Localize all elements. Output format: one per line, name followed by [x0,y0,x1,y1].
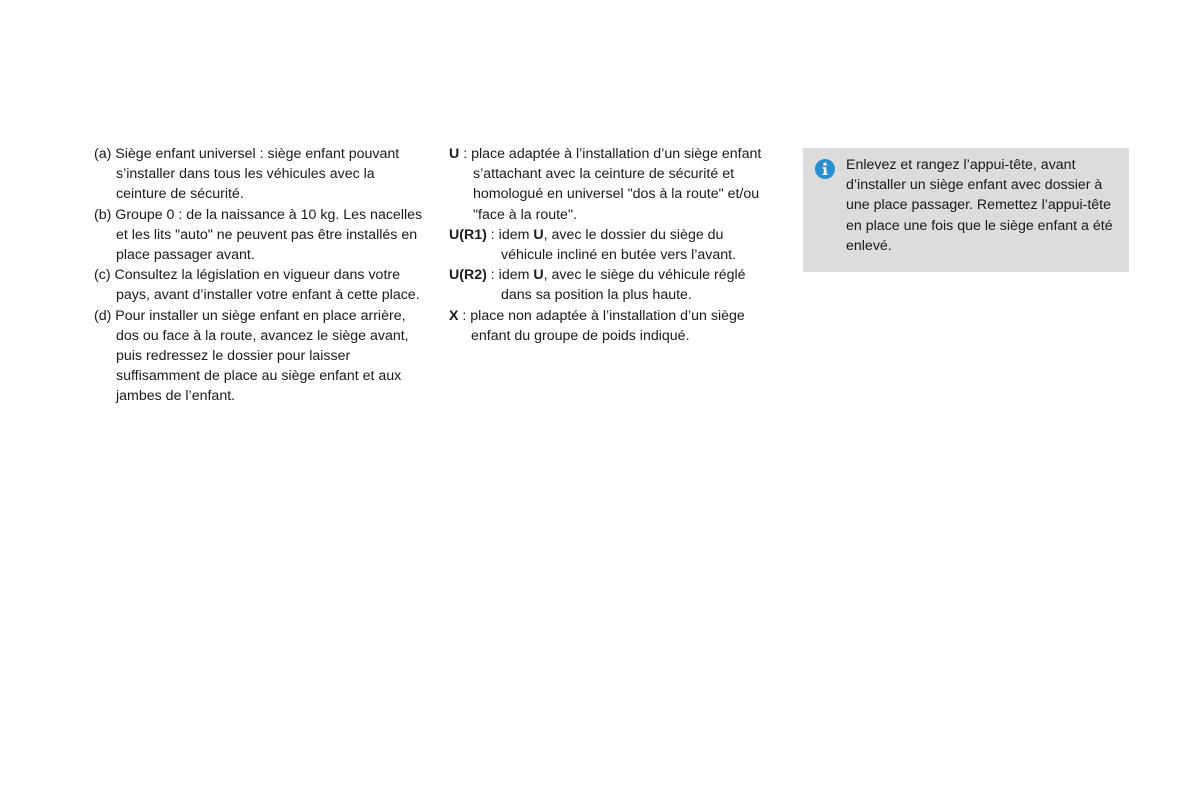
legend-text-after: , avec le siège du véhicule réglé dans sa position la plus haute. [501,267,746,304]
legend-separator: : [459,146,472,162]
info-box [803,148,1129,272]
footnote-tag: (d) [94,307,112,324]
legend-item-u-r1 [449,225,779,265]
legend-item-u [449,144,779,225]
legend-column [449,144,779,346]
legend-code: U [449,146,460,162]
legend-code: X [449,307,459,324]
footnote-text: Siège enfant universel : siège enfant pouvant s’installer dans tous les véhicules avec la ceinture de sécurité. [115,146,400,203]
legend-text: place adaptée à l’installation d’un siège enfant s’attachant avec la ceinture de sécurité et homologué en universel "dos à la route" et/ou "face à la route". [471,146,762,223]
footnote-tag: (a) [94,146,112,162]
footnote-b [94,205,424,266]
legend-item-u-r2 [449,265,779,305]
footnote-text: Consultez la législation en vigueur dans votre pays, avant d’installer votre enfant à cette place. [114,267,420,304]
footnote-c [94,265,424,305]
legend-item-x [449,306,779,346]
legend-bold-ref: U [533,267,544,284]
info-text: Enlevez et rangez l’appui-tête, avant d’installer un siège enfant avec dossier à une place passager. Remettez l’appui-tête en place une fois que le siège enfant a été enlevé. [846,157,1113,254]
legend-text: idem [498,226,534,243]
info-icon [815,159,835,179]
legend-separator: : [458,307,471,324]
legend-separator: : [486,226,499,243]
footnotes-column [94,144,424,407]
footnote-a [94,144,424,205]
legend-bold-ref: U [533,226,544,243]
legend-separator: : [486,267,499,284]
legend-code: U(R1) [449,226,487,243]
footnote-tag: (c) [94,267,111,284]
footnote-text: Groupe 0 : de la naissance à 10 kg. Les nacelles et les lits "auto" ne peuvent pas être installés en place passager avant. [115,206,423,264]
legend-text: place non adaptée à l’installation d’un siège enfant du groupe de poids indiqué. [470,307,745,344]
legend-text-after: , avec le dossier du siège du véhicule incliné en butée vers l’avant. [501,226,737,264]
footnote-text: Pour installer un siège enfant en place arrière, dos ou face à la route, avancez le siège avant, puis redressez le dossier pour laisser suffisamment de place au siège enfant et aux jambes de l’enfant. [115,307,409,405]
footnote-d [94,306,424,407]
legend-text: idem [498,267,534,284]
legend-code: U(R2) [449,267,487,284]
footnote-tag: (b) [94,206,112,223]
